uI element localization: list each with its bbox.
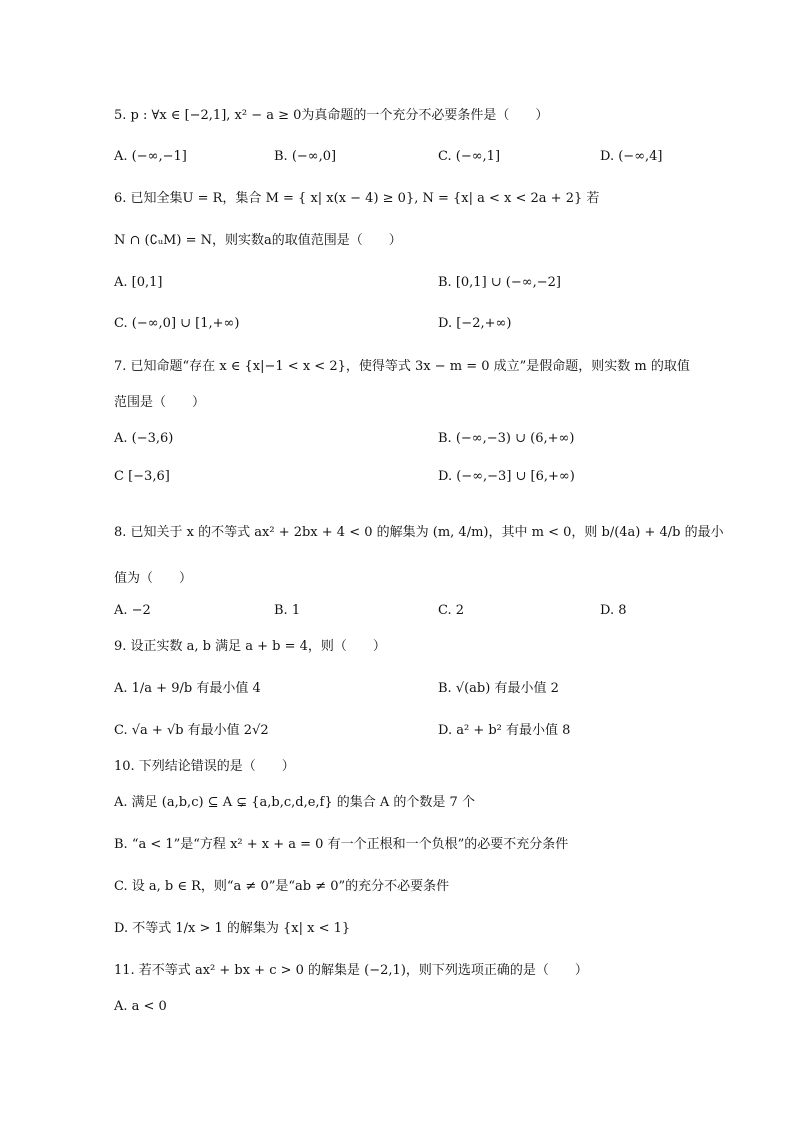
question-9-options-row-1 — [114, 678, 734, 700]
question-9-option-c[interactable]: C. √a + √b 有最小值 2√2 — [114, 723, 269, 738]
question-6-stem-line-2: N ∩ (∁ᵤM) = N，则实数a的取值范围是（ ） — [114, 233, 402, 248]
question-9-option-b[interactable]: B. √(ab) 有最小值 2 — [438, 681, 559, 696]
question-6-option-d[interactable]: D. [−2,+∞) — [438, 316, 512, 331]
question-7-options-row-1 — [114, 428, 734, 450]
question-7-stem-row-1 — [114, 356, 734, 378]
question-7-stem-row-2 — [114, 392, 734, 414]
question-11-stem — [114, 960, 734, 982]
question-10-option-a[interactable]: A. 满足 (a,b,c) ⊆ A ⊊ {a,b,c,d,e,f} 的集合 A 的个数是 7 个 — [114, 795, 475, 810]
question-5-options — [114, 146, 734, 168]
question-7-stem-line-2: 范围是（ ） — [114, 395, 206, 410]
question-10-stem-line-1: 10. 下列结论错误的是（ ） — [114, 759, 295, 774]
question-6-stem-row-2 — [114, 230, 734, 252]
question-9-stem — [114, 636, 734, 658]
question-8-stem-row-1 — [114, 522, 734, 544]
question-8-option-c[interactable]: C. 2 — [438, 603, 465, 618]
question-9-stem-line-1: 9. 设正实数 a, b 满足 a + b = 4，则（ ） — [114, 639, 386, 654]
question-10-option-d[interactable]: D. 不等式 1/x > 1 的解集为 {x| x < 1} — [114, 921, 351, 936]
question-8-options — [114, 600, 734, 622]
question-5-stem-line-1: 5. p : ∀x ∈ [−2,1], x² − a ≥ 0为真命题的一个充分不必要条件是（ ） — [114, 108, 549, 123]
question-9-option-d[interactable]: D. a² + b² 有最小值 8 — [438, 723, 571, 738]
question-8-stem-line-2: 值为（ ） — [114, 571, 193, 586]
question-10-option-c[interactable]: C. 设 a, b ∈ R，则“a ≠ 0”是“ab ≠ 0”的充分不必要条件 — [114, 879, 450, 894]
question-6-stem-row-1 — [114, 188, 734, 210]
question-7-option-d[interactable]: D. (−∞,−3] ∪ [6,+∞) — [438, 469, 575, 484]
question-7-option-b[interactable]: B. (−∞,−3) ∪ (6,+∞) — [438, 431, 575, 446]
question-10-stem — [114, 756, 734, 778]
question-10-option-d-row — [114, 918, 734, 940]
question-10-option-b[interactable]: B. “a < 1”是“方程 x² + x + a = 0 有一个正根和一个负根”的必要不充分条件 — [114, 837, 569, 852]
question-10-option-a-row — [114, 792, 734, 814]
question-7-option-c[interactable]: C [−3,6] — [114, 469, 170, 484]
question-8-stem-row-2 — [114, 568, 734, 590]
question-5-option-a[interactable]: A. (−∞,−1] — [114, 149, 187, 164]
question-8-stem-line-1: 8. 已知关于 x 的不等式 ax² + 2bx + 4 < 0 的解集为 (m, 4/m)，其中 m < 0，则 b/(4a) + 4/b 的最小 — [114, 525, 724, 540]
question-5-option-c[interactable]: C. (−∞,1] — [438, 149, 501, 164]
question-8-option-a[interactable]: A. −2 — [114, 603, 151, 618]
question-10-option-b-row — [114, 834, 734, 856]
question-6-options-row-2 — [114, 313, 734, 335]
question-11-option-a[interactable]: A. a < 0 — [114, 999, 167, 1014]
question-11-stem-line-1: 11. 若不等式 ax² + bx + c > 0 的解集是 (−2,1)，则下列选项正确的是（ ） — [114, 963, 588, 978]
question-11-options — [114, 996, 734, 1018]
question-9-options-row-2 — [114, 720, 734, 742]
question-6-stem-line-1: 6. 已知全集U = R，集合 M = { x| x(x − 4) ≥ 0}, N = {x| a < x < 2a + 2} 若 — [114, 191, 600, 206]
question-7-stem-line-1: 7. 已知命题“存在 x ∈ {x|−1 < x < 2}，使得等式 3x − m = 0 成立”是假命题，则实数 m 的取值 — [114, 359, 690, 374]
question-6-option-a[interactable]: A. [0,1] — [114, 275, 163, 290]
question-7-option-a[interactable]: A. (−3,6) — [114, 431, 174, 446]
question-6-options-row-1 — [114, 272, 734, 294]
question-8-option-d[interactable]: D. 8 — [600, 603, 627, 618]
question-6-option-b[interactable]: B. [0,1] ∪ (−∞,−2] — [438, 275, 561, 290]
question-8-option-b[interactable]: B. 1 — [274, 603, 301, 618]
question-5-option-d[interactable]: D. (−∞,4] — [600, 149, 663, 164]
question-10-option-c-row — [114, 876, 734, 898]
question-5-stem — [114, 105, 734, 127]
question-5-option-b[interactable]: B. (−∞,0] — [274, 149, 337, 164]
question-7-options-row-2 — [114, 466, 734, 488]
question-6-option-c[interactable]: C. (−∞,0] ∪ [1,+∞) — [114, 316, 240, 331]
question-9-option-a[interactable]: A. 1/a + 9/b 有最小值 4 — [114, 681, 261, 696]
